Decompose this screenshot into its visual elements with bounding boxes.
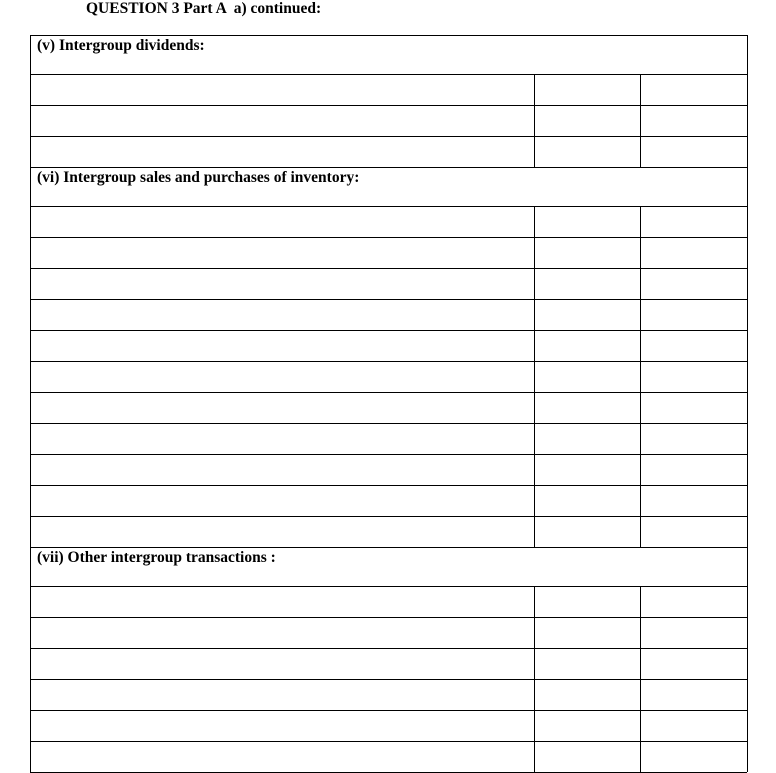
- answer-cell-description[interactable]: [31, 207, 534, 237]
- answer-cell-amount-2[interactable]: [641, 424, 747, 454]
- answer-cell-amount-1[interactable]: [535, 300, 640, 330]
- answer-cell-description[interactable]: [31, 680, 534, 710]
- answer-cell-amount-1[interactable]: [535, 75, 640, 105]
- answer-cell-description[interactable]: [31, 711, 534, 741]
- answer-cell-amount-1[interactable]: [535, 486, 640, 516]
- answer-cell-amount-2[interactable]: [641, 587, 747, 617]
- section-heading-v: (v) Intergroup dividends:: [37, 37, 205, 54]
- answer-cell-amount-1[interactable]: [535, 137, 640, 167]
- answer-cell-description[interactable]: [31, 137, 534, 167]
- answer-cell-amount-2[interactable]: [641, 649, 747, 679]
- answer-cell-amount-1[interactable]: [535, 424, 640, 454]
- table-right-border: [747, 35, 748, 772]
- answer-cell-amount-2[interactable]: [641, 137, 747, 167]
- answer-cell-amount-2[interactable]: [641, 711, 747, 741]
- answer-cell-amount-1[interactable]: [535, 331, 640, 361]
- column-divider: [534, 206, 535, 547]
- answer-cell-description[interactable]: [31, 300, 534, 330]
- answer-cell-amount-2[interactable]: [641, 300, 747, 330]
- answer-cell-amount-1[interactable]: [535, 106, 640, 136]
- table-rule: [30, 547, 747, 548]
- column-divider: [534, 74, 535, 167]
- answer-cell-amount-1[interactable]: [535, 587, 640, 617]
- answer-cell-amount-1[interactable]: [535, 207, 640, 237]
- table-rule: [30, 167, 747, 168]
- answer-cell-amount-1[interactable]: [535, 455, 640, 485]
- section-heading-vi: (vi) Intergroup sales and purchases of inventory:: [37, 169, 360, 186]
- answer-cell-amount-2[interactable]: [641, 331, 747, 361]
- answer-cell-amount-2[interactable]: [641, 75, 747, 105]
- section-heading-vii: (vii) Other intergroup transactions :: [37, 549, 276, 566]
- answer-cell-description[interactable]: [31, 106, 534, 136]
- answer-cell-amount-2[interactable]: [641, 517, 747, 547]
- answer-cell-description[interactable]: [31, 424, 534, 454]
- answer-cell-description[interactable]: [31, 238, 534, 268]
- answer-cell-amount-1[interactable]: [535, 362, 640, 392]
- table-rule: [30, 35, 747, 36]
- answer-cell-amount-1[interactable]: [535, 649, 640, 679]
- table-left-border: [30, 35, 31, 772]
- answer-cell-description[interactable]: [31, 269, 534, 299]
- column-divider: [534, 586, 535, 772]
- answer-cell-amount-2[interactable]: [641, 269, 747, 299]
- answer-cell-amount-1[interactable]: [535, 238, 640, 268]
- answer-cell-amount-2[interactable]: [641, 486, 747, 516]
- answer-cell-description[interactable]: [31, 75, 534, 105]
- answer-cell-amount-1[interactable]: [535, 269, 640, 299]
- answer-cell-amount-1[interactable]: [535, 517, 640, 547]
- answer-cell-amount-2[interactable]: [641, 618, 747, 648]
- answer-cell-amount-2[interactable]: [641, 393, 747, 423]
- answer-cell-amount-1[interactable]: [535, 393, 640, 423]
- column-divider: [640, 74, 641, 167]
- page-title: QUESTION 3 Part A a) continued:: [86, 0, 322, 17]
- answer-cell-amount-2[interactable]: [641, 680, 747, 710]
- answer-cell-amount-2[interactable]: [641, 455, 747, 485]
- answer-cell-description[interactable]: [31, 393, 534, 423]
- answer-cell-amount-2[interactable]: [641, 106, 747, 136]
- answer-cell-description[interactable]: [31, 486, 534, 516]
- column-divider: [640, 586, 641, 772]
- answer-cell-description[interactable]: [31, 362, 534, 392]
- answer-cell-amount-1[interactable]: [535, 680, 640, 710]
- answer-cell-description[interactable]: [31, 618, 534, 648]
- answer-cell-amount-1[interactable]: [535, 618, 640, 648]
- answer-cell-description[interactable]: [31, 517, 534, 547]
- answer-cell-amount-2[interactable]: [641, 238, 747, 268]
- answer-cell-amount-2[interactable]: [641, 362, 747, 392]
- answer-cell-amount-1[interactable]: [535, 711, 640, 741]
- answer-cell-description[interactable]: [31, 455, 534, 485]
- answer-cell-description[interactable]: [31, 331, 534, 361]
- answer-cell-description[interactable]: [31, 587, 534, 617]
- answer-cell-description[interactable]: [31, 649, 534, 679]
- column-divider: [640, 206, 641, 547]
- answer-cell-amount-2[interactable]: [641, 207, 747, 237]
- answer-table: [30, 35, 747, 773]
